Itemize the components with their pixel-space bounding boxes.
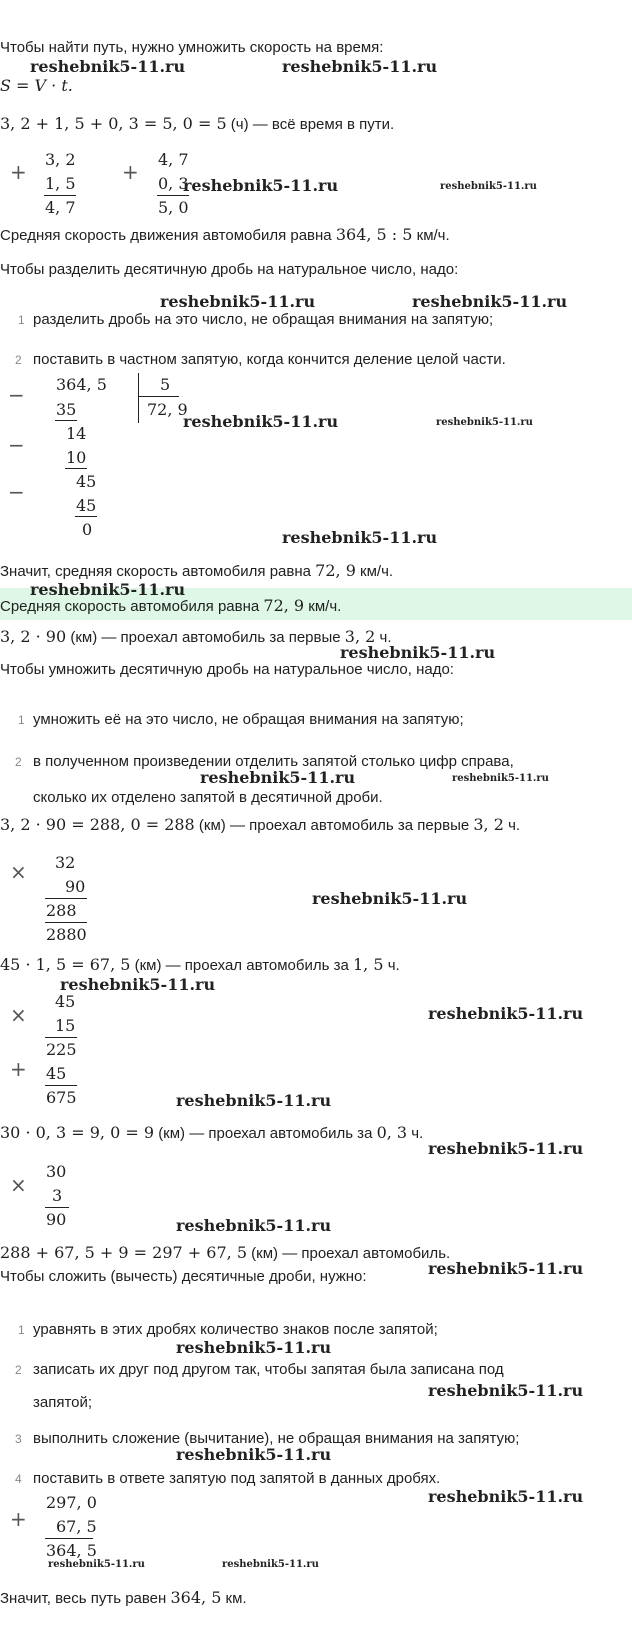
watermark: reshebnik5-11.ru: [200, 768, 356, 787]
avg-unit: км/ч.: [416, 227, 450, 244]
factor: 3: [52, 1186, 63, 1205]
watermark: reshebnik5-11.ru: [312, 889, 468, 908]
step-text: в полученном произведении отделить запятой столько цифр справа,: [33, 753, 514, 770]
speed-conclusion: [0, 561, 393, 582]
speed-value: 72, 9: [315, 561, 356, 580]
expression: 30 · 0, 3 = 9, 0 = 9: [0, 1123, 155, 1142]
factor: 45: [55, 992, 76, 1011]
addend: 3, 2: [45, 150, 76, 169]
time-value: 0, 3: [376, 1123, 408, 1142]
expression: 45 · 1, 5 = 67, 5: [0, 955, 131, 974]
addend: 0, 3: [158, 174, 189, 193]
step-number: 1: [18, 313, 25, 327]
sum-line: [44, 195, 76, 196]
partial-product: 225: [46, 1040, 77, 1059]
total-conclusion: [0, 1588, 247, 1609]
formula: S = V · t.: [0, 76, 73, 95]
watermark: reshebnik5-11.ru: [440, 181, 537, 192]
watermark: reshebnik5-11.ru: [176, 1445, 332, 1464]
watermark: reshebnik5-11.ru: [428, 1004, 584, 1023]
step-number: 2: [15, 353, 22, 367]
time-expression: 3, 2 + 1, 5 + 0, 3 = 5, 0 = 5: [0, 114, 227, 133]
watermark: reshebnik5-11.ru: [428, 1259, 584, 1278]
distance-text: (км) — проехал автомобиль.: [251, 1245, 451, 1262]
watermark: reshebnik5-11.ru: [30, 580, 186, 599]
time-value: 1, 5: [353, 955, 384, 974]
conclusion-prefix: Значит, весь путь равен: [0, 1590, 167, 1607]
addend: 4, 7: [158, 150, 189, 169]
watermark: reshebnik5-11.ru: [160, 292, 316, 311]
path-intro: Чтобы найти путь, нужно умножить скорость на время:: [0, 39, 384, 56]
time-unit: ч.: [508, 817, 521, 834]
step-text: уравнять в этих дробях количество знаков после запятой;: [33, 1321, 438, 1338]
watermark: reshebnik5-11.ru: [282, 57, 438, 76]
total-value: 364, 5: [170, 1588, 222, 1607]
distance-line-4: [0, 1123, 423, 1144]
highlight-prefix: Средняя скорость автомобиля равна: [0, 598, 260, 615]
divisor-bar: [138, 373, 139, 423]
distance-line-2: [0, 815, 520, 836]
sum: 5, 0: [158, 198, 189, 217]
plus-sign: +: [122, 160, 139, 184]
watermark: reshebnik5-11.ru: [452, 773, 549, 784]
division-intro: Чтобы разделить десятичную дробь на натуральное число, надо:: [0, 261, 459, 278]
watermark: reshebnik5-11.ru: [436, 417, 533, 428]
product-line: [45, 1037, 77, 1038]
addend: 67, 5: [56, 1517, 97, 1536]
sum: 4, 7: [45, 198, 76, 217]
watermark: reshebnik5-11.ru: [428, 1139, 584, 1158]
subtrahend: 35: [56, 400, 77, 419]
conclusion-prefix: Значит, средняя скорость автомобиля равна: [0, 563, 311, 580]
step-text: умножить её на это число, не обращая внимания на запятую;: [33, 711, 464, 728]
plus-sign: +: [10, 160, 27, 184]
remainder: 14: [66, 424, 87, 443]
divisor: 5: [160, 375, 171, 394]
product-line: [45, 1207, 69, 1208]
quotient: 72, 9: [147, 400, 188, 419]
sum-line: [45, 1538, 93, 1539]
time-unit: ч.: [379, 629, 392, 646]
watermark: reshebnik5-11.ru: [412, 292, 568, 311]
step-text: разделить дробь на это число, не обращая внимания на запятую;: [33, 311, 494, 328]
highlighted-result: [0, 596, 341, 617]
times-sign: ×: [10, 860, 27, 884]
total-unit: км.: [225, 1590, 247, 1607]
subtrahend: 10: [66, 448, 87, 467]
step-text: поставить в ответе запятую под запятой в данных дробях.: [33, 1470, 441, 1487]
expression: 3, 2 · 90: [0, 627, 67, 646]
distance-text: (км) — проехал автомобиль за: [158, 1125, 373, 1142]
avg-expression: 364, 5 : 5: [335, 225, 413, 244]
watermark: reshebnik5-11.ru: [282, 528, 438, 547]
multiply-intro: Чтобы умножить десятичную дробь на натуральное число, надо:: [0, 661, 454, 678]
sum: 364, 5: [46, 1541, 97, 1560]
division-line: [55, 420, 77, 421]
watermark: reshebnik5-11.ru: [176, 1091, 332, 1110]
addend: 297, 0: [46, 1493, 97, 1512]
subtrahend: 45: [76, 496, 97, 515]
step-number: 1: [18, 713, 25, 727]
distance-line-1: [0, 627, 391, 648]
factor: 15: [55, 1016, 76, 1035]
highlight-value: 72, 9: [263, 596, 305, 615]
step-number: 2: [15, 755, 22, 769]
distance-text: (км) — проехал автомобиль за: [134, 957, 349, 974]
minus-sign: −: [8, 433, 25, 457]
step-number: 4: [15, 1472, 22, 1486]
avg-line: [0, 225, 450, 246]
step-text: записать их друг под другом так, чтобы запятая была записана под: [33, 1361, 504, 1378]
factor: 90: [65, 877, 86, 896]
minus-sign: −: [8, 480, 25, 504]
plus-sign: +: [10, 1057, 27, 1081]
factor: 32: [55, 853, 76, 872]
speed-unit: км/ч.: [360, 563, 394, 580]
remainder: 45: [76, 472, 97, 491]
step-number: 1: [18, 1323, 25, 1337]
product-line: [45, 898, 87, 899]
highlight-unit: км/ч.: [308, 598, 342, 615]
distance-line-3: [0, 955, 400, 976]
time-suffix: (ч) — всё время в пути.: [230, 116, 395, 133]
avg-prefix: Средняя скорость движения автомобиля равна: [0, 227, 332, 244]
watermark: reshebnik5-11.ru: [48, 1559, 145, 1570]
time-value: 3, 2: [473, 815, 504, 834]
watermark: reshebnik5-11.ru: [428, 1487, 584, 1506]
product-line: [45, 922, 87, 923]
watermark: reshebnik5-11.ru: [176, 1338, 332, 1357]
times-sign: ×: [10, 1173, 27, 1197]
time-unit: ч.: [387, 957, 400, 974]
expression: 3, 2 · 90 = 288, 0 = 288: [0, 815, 195, 834]
step-number: 3: [15, 1432, 22, 1446]
step-text: выполнить сложение (вычитание), не обращая внимания на запятую;: [33, 1430, 520, 1447]
remainder: 0: [82, 520, 93, 539]
product-line: [45, 1085, 77, 1086]
time-line: [0, 114, 394, 135]
dividend: 364, 5: [56, 375, 107, 394]
add-intro: Чтобы сложить (вычесть) десятичные дроби, нужно:: [0, 1268, 367, 1285]
step-number: 2: [15, 1363, 22, 1377]
factor: 30: [46, 1162, 67, 1181]
product: 675: [46, 1088, 77, 1107]
plus-sign: +: [10, 1507, 27, 1531]
distance-text: (км) — проехал автомобиль за первые: [198, 817, 470, 834]
watermark: reshebnik5-11.ru: [340, 643, 496, 662]
time-unit: ч.: [411, 1125, 424, 1142]
division-line: [75, 516, 97, 517]
watermark: reshebnik5-11.ru: [428, 1381, 584, 1400]
step-text: поставить в частном запятую, когда кончится деление целой части.: [33, 351, 506, 368]
distance-text: (км) — проехал автомобиль за первые: [70, 629, 341, 646]
watermark: reshebnik5-11.ru: [30, 57, 186, 76]
time-value: 3, 2: [344, 627, 376, 646]
expression: 288 + 67, 5 + 9 = 297 + 67, 5: [0, 1243, 247, 1262]
watermark: reshebnik5-11.ru: [60, 975, 216, 994]
partial-product: 288: [46, 901, 77, 920]
watermark: reshebnik5-11.ru: [222, 1559, 319, 1570]
times-sign: ×: [10, 1003, 27, 1027]
total-distance-line: [0, 1243, 450, 1264]
product: 90: [46, 1210, 67, 1229]
watermark: reshebnik5-11.ru: [183, 412, 339, 431]
step-text-cont: сколько их отделено запятой в десятичной дроби.: [33, 789, 383, 806]
division-line: [65, 468, 87, 469]
watermark: reshebnik5-11.ru: [183, 176, 339, 195]
addend: 1, 5: [45, 174, 76, 193]
quotient-line: [139, 396, 179, 397]
partial-product: 45: [46, 1064, 67, 1083]
step-text-cont: запятой;: [33, 1394, 93, 1411]
watermark: reshebnik5-11.ru: [176, 1216, 332, 1235]
sum-line: [157, 195, 189, 196]
product: 2880: [46, 925, 87, 944]
minus-sign: −: [8, 383, 25, 407]
